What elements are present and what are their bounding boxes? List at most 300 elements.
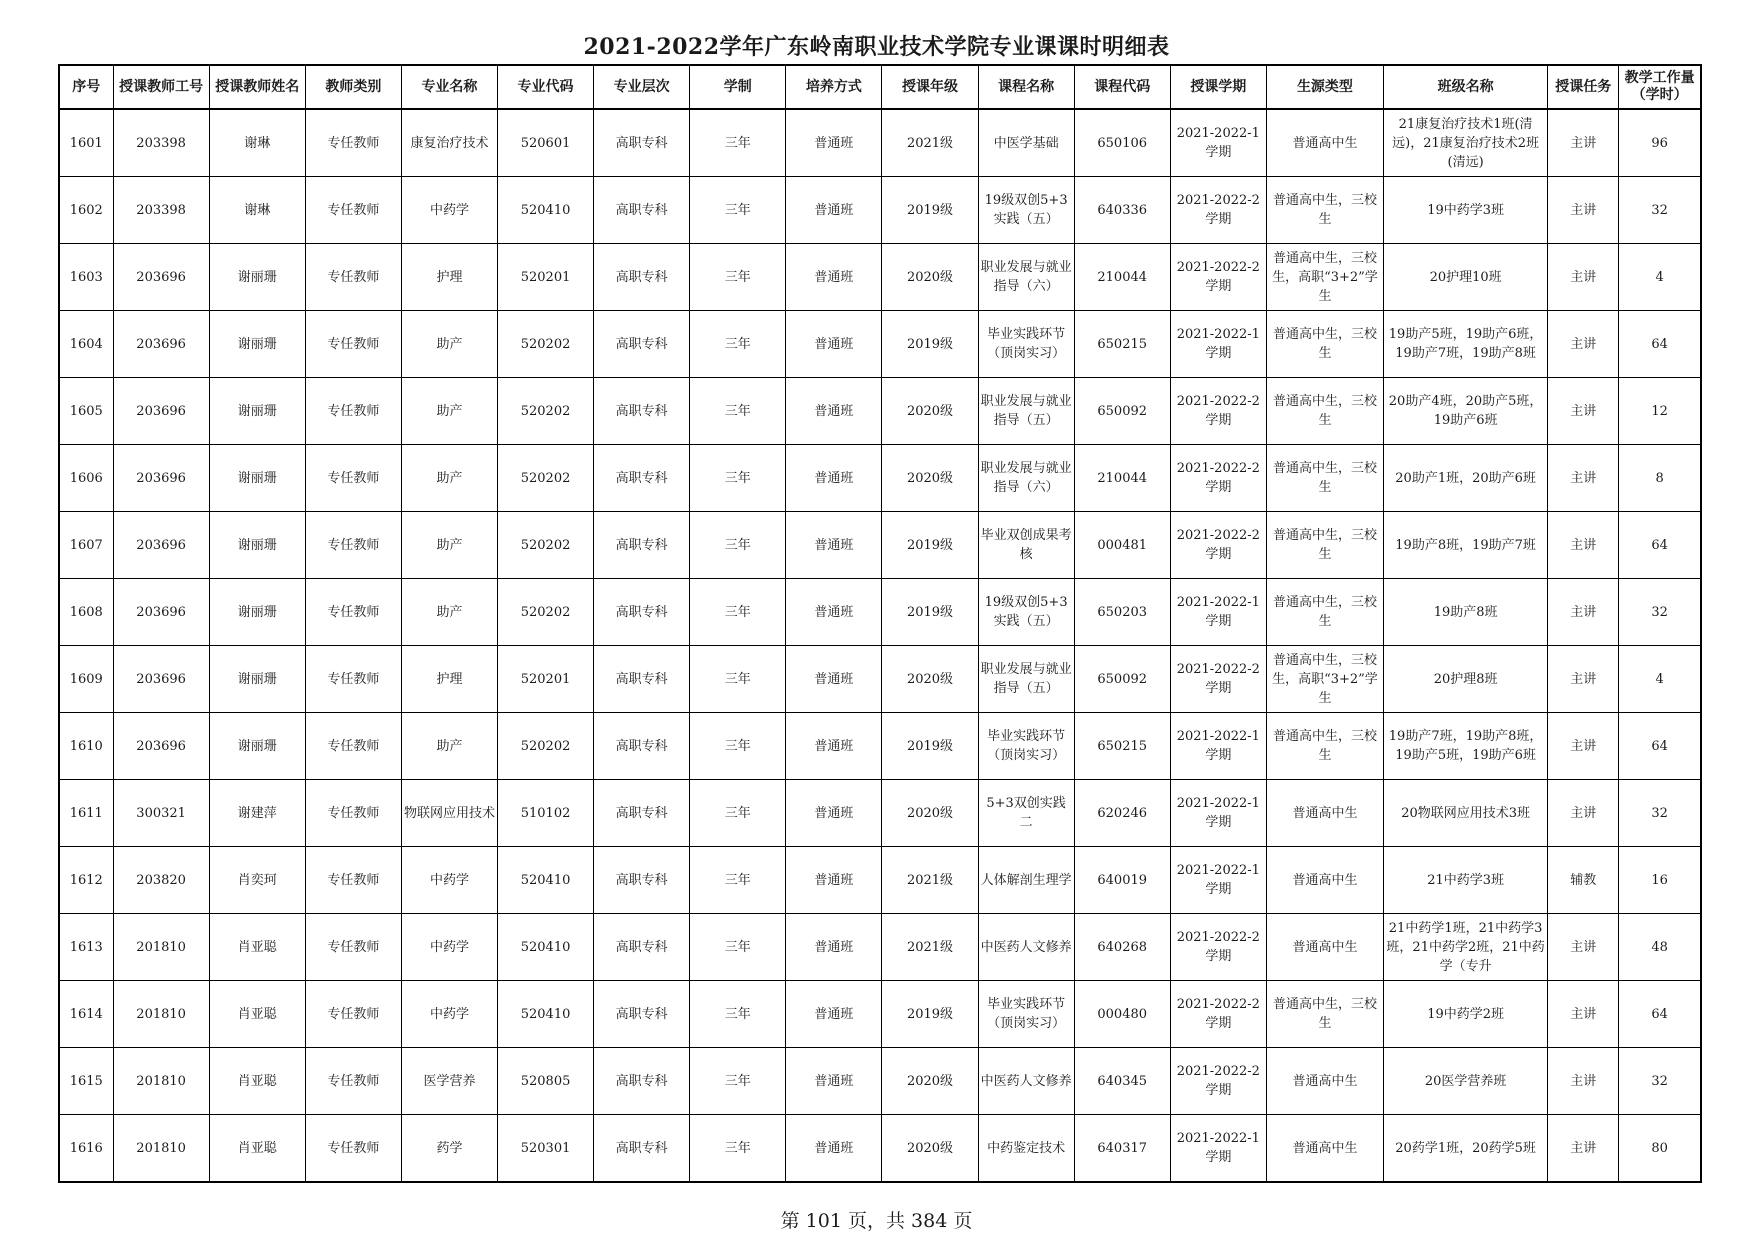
table-cell (690, 780, 786, 847)
cell-text: 520202 (520, 738, 571, 754)
cell-text: 2019级 (906, 738, 954, 754)
cell-text: 2019级 (906, 336, 954, 352)
cell-text: 职业发展与就业指导（六） (980, 260, 1072, 294)
table-cell (305, 646, 401, 713)
cell-text: 普通班 (814, 537, 854, 553)
table-cell (1384, 579, 1548, 646)
table-cell (1619, 981, 1701, 1048)
cell-text: 32 (1651, 604, 1668, 620)
cell-text: 20药学1班，20药学5班 (1395, 1140, 1536, 1156)
cell-text: 64 (1651, 738, 1668, 754)
table-cell (1266, 445, 1383, 512)
table-cell (1266, 579, 1383, 646)
table-cell (1170, 311, 1266, 378)
cell-text: 普通班 (814, 872, 854, 888)
cell-text: 19级双创5+3实践（五） (984, 595, 1068, 629)
cell-text: 高职专科 (615, 939, 668, 955)
cell-text: 520410 (520, 202, 571, 218)
page-footer: 第 101 页，共 384 页 (780, 1210, 973, 1232)
table-cell (1384, 109, 1548, 177)
cell-text: 高职专科 (615, 604, 668, 620)
table-cell (113, 445, 209, 512)
table-row (59, 1048, 1701, 1115)
cell-text: 普通班 (814, 671, 854, 687)
column-header: 生源类型 (1266, 65, 1383, 109)
cell-text: 谢丽珊 (237, 470, 277, 486)
table-cell (59, 177, 113, 244)
cell-text: 主讲 (1570, 671, 1597, 687)
table-cell (1548, 646, 1619, 713)
table-cell (978, 579, 1074, 646)
table-cell (786, 244, 882, 311)
cell-text: 护理 (436, 671, 463, 687)
table-cell (594, 981, 690, 1048)
cell-text: 64 (1651, 537, 1668, 553)
cell-text: 毕业实践环节（顶岗实习） (987, 997, 1066, 1031)
cell-text: 4 (1655, 269, 1664, 285)
table-cell (59, 311, 113, 378)
table-cell (1074, 646, 1170, 713)
table-cell (1384, 1048, 1548, 1115)
table-cell (978, 109, 1074, 177)
table-cell (594, 311, 690, 378)
cell-text: 1616 (69, 1140, 103, 1156)
cell-text: 谢建萍 (237, 805, 277, 821)
cell-text: 2021-2022-2学期 (1176, 394, 1260, 428)
table-cell (882, 311, 978, 378)
cell-text: 助产 (436, 604, 463, 620)
cell-text: 2021-2022-1学期 (1176, 1131, 1260, 1165)
table-cell (209, 378, 305, 445)
table-cell (594, 378, 690, 445)
table-cell (1170, 1048, 1266, 1115)
cell-text: 高职专科 (615, 537, 668, 553)
cell-text: 谢丽珊 (237, 537, 277, 553)
table-cell (113, 1115, 209, 1183)
cell-text: 普通班 (814, 336, 854, 352)
column-header: 专业名称 (401, 65, 497, 109)
table-cell (1548, 579, 1619, 646)
cell-text: 000481 (1097, 537, 1148, 553)
table-cell (59, 1115, 113, 1183)
cell-text: 20护理8班 (1433, 671, 1498, 687)
cell-text: 520201 (520, 671, 571, 687)
cell-text: 专任教师 (327, 537, 380, 553)
cell-text: 2020级 (906, 470, 954, 486)
cell-text: 三年 (724, 336, 751, 352)
table-cell (59, 109, 113, 177)
cell-text: 2021-2022-1学期 (1176, 863, 1260, 897)
cell-text: 2021-2022-2学期 (1176, 1064, 1260, 1098)
table-cell (978, 244, 1074, 311)
table-cell (498, 177, 594, 244)
table-cell (786, 579, 882, 646)
cell-text: 520410 (520, 1006, 571, 1022)
table-cell (1384, 713, 1548, 780)
cell-text: 专任教师 (327, 269, 380, 285)
table-cell (59, 847, 113, 914)
table-cell (209, 311, 305, 378)
table-cell (498, 847, 594, 914)
cell-text: 5+3双创实践二 (986, 796, 1066, 830)
cell-text: 中医学基础 (993, 135, 1059, 151)
table-row (59, 244, 1701, 311)
cell-text: 1615 (69, 1073, 103, 1089)
cell-text: 2019级 (906, 1006, 954, 1022)
cell-text: 中药学 (429, 202, 469, 218)
table-cell (1266, 914, 1383, 981)
table-cell (1619, 445, 1701, 512)
table-cell (498, 512, 594, 579)
column-header: 授课教师姓名 (209, 65, 305, 109)
cell-text: 职业发展与就业指导（五） (980, 394, 1072, 428)
cell-text: 2020级 (906, 671, 954, 687)
table-cell (498, 244, 594, 311)
cell-text: 640345 (1097, 1073, 1148, 1089)
cell-text: 2021-2022-2学期 (1176, 662, 1260, 696)
table-cell (594, 445, 690, 512)
table-cell (978, 847, 1074, 914)
table-cell (113, 378, 209, 445)
table-row (59, 646, 1701, 713)
cell-text: 三年 (724, 604, 751, 620)
cell-text: 64 (1651, 336, 1668, 352)
cell-text: 1610 (69, 738, 103, 754)
table-cell (59, 914, 113, 981)
table-cell (59, 1048, 113, 1115)
table-cell (305, 244, 401, 311)
column-header: 授课任务 (1548, 65, 1619, 109)
cell-text: 谢丽珊 (237, 336, 277, 352)
cell-text: 中医药人文修养 (980, 939, 1072, 955)
table-cell (1384, 914, 1548, 981)
table-cell (882, 914, 978, 981)
table-cell (305, 512, 401, 579)
cell-text: 专任教师 (327, 1140, 380, 1156)
table-row (59, 378, 1701, 445)
table-row (59, 512, 1701, 579)
table-cell (1170, 445, 1266, 512)
cell-text: 普通班 (814, 403, 854, 419)
cell-text: 专任教师 (327, 738, 380, 754)
cell-text: 专任教师 (327, 202, 380, 218)
table-cell (1619, 378, 1701, 445)
column-header: 培养方式 (786, 65, 882, 109)
table-cell (113, 847, 209, 914)
cell-text: 203696 (136, 738, 186, 754)
table-cell (209, 512, 305, 579)
cell-text: 护理 (436, 269, 463, 285)
table-cell (401, 780, 497, 847)
table-row (59, 579, 1701, 646)
cell-text: 1611 (69, 805, 103, 821)
column-header: 教学工作量（学时） (1619, 65, 1701, 109)
table-cell (401, 445, 497, 512)
cell-text: 300321 (136, 805, 186, 821)
table-cell (690, 847, 786, 914)
cell-text: 510102 (520, 805, 571, 821)
table-cell (978, 445, 1074, 512)
table-cell (305, 847, 401, 914)
cell-text: 主讲 (1570, 1006, 1597, 1022)
table-cell (401, 847, 497, 914)
table-cell (113, 780, 209, 847)
cell-text: 谢丽珊 (237, 604, 277, 620)
table-cell (1170, 1115, 1266, 1183)
cell-text: 专任教师 (327, 872, 380, 888)
cell-text: 19助产7班，19助产8班，19助产5班，19助产6班 (1388, 729, 1543, 763)
cell-text: 2019级 (906, 604, 954, 620)
cell-text: 普通班 (814, 135, 854, 151)
cell-text: 8 (1655, 470, 1664, 486)
cell-text: 2020级 (906, 1140, 954, 1156)
cell-text: 普通高中生，三校生 (1272, 461, 1377, 495)
table-cell (786, 847, 882, 914)
cell-text: 20医学营养班 (1424, 1073, 1507, 1089)
cell-text: 助产 (436, 470, 463, 486)
cell-text: 专任教师 (327, 336, 380, 352)
table-cell (305, 981, 401, 1048)
table-cell (1266, 981, 1383, 1048)
table-cell (1170, 177, 1266, 244)
table-cell (690, 646, 786, 713)
cell-text: 普通高中生，三校生 (1272, 193, 1377, 227)
table-cell (1548, 847, 1619, 914)
course-hours-table (58, 64, 1702, 1183)
cell-text: 2020级 (906, 269, 954, 285)
cell-text: 人体解剖生理学 (980, 872, 1072, 888)
table-cell (1384, 847, 1548, 914)
cell-text: 32 (1651, 202, 1668, 218)
cell-text: 中药学 (429, 872, 469, 888)
table-cell (882, 1048, 978, 1115)
cell-text: 520202 (520, 604, 571, 620)
table-cell (59, 780, 113, 847)
table-cell (113, 981, 209, 1048)
table-cell (498, 713, 594, 780)
cell-text: 48 (1651, 939, 1668, 955)
table-cell (1074, 981, 1170, 1048)
cell-text: 80 (1651, 1140, 1668, 1156)
table-cell (401, 1115, 497, 1183)
table-cell (786, 445, 882, 512)
table-cell (1619, 512, 1701, 579)
cell-text: 中药学 (429, 1006, 469, 1022)
cell-text: 520410 (520, 939, 571, 955)
cell-text: 三年 (724, 872, 751, 888)
table-cell (209, 244, 305, 311)
cell-text: 主讲 (1570, 1073, 1597, 1089)
table-cell (59, 981, 113, 1048)
table-cell (305, 109, 401, 177)
cell-text: 640336 (1097, 202, 1148, 218)
table-cell (882, 109, 978, 177)
cell-text: 普通班 (814, 738, 854, 754)
table-cell (786, 981, 882, 1048)
table-cell (209, 646, 305, 713)
table-cell (1548, 981, 1619, 1048)
cell-text: 普通高中生 (1292, 872, 1358, 888)
table-row (59, 981, 1701, 1048)
cell-text: 2019级 (906, 537, 954, 553)
table-cell (1266, 713, 1383, 780)
table-cell (1619, 1115, 1701, 1183)
cell-text: 普通班 (814, 1073, 854, 1089)
cell-text: 20护理10班 (1429, 269, 1502, 285)
table-cell (1619, 713, 1701, 780)
table-cell (1074, 378, 1170, 445)
table-cell (1074, 1048, 1170, 1115)
table-cell (1074, 914, 1170, 981)
table-cell (1619, 177, 1701, 244)
table-row (59, 847, 1701, 914)
table-cell (1619, 1048, 1701, 1115)
cell-text: 专任教师 (327, 805, 380, 821)
cell-text: 专任教师 (327, 135, 380, 151)
cell-text: 三年 (724, 1140, 751, 1156)
table-cell (690, 579, 786, 646)
table-cell (1548, 914, 1619, 981)
table-row (59, 1115, 1701, 1183)
table-cell (690, 378, 786, 445)
table-cell (1619, 579, 1701, 646)
cell-text: 1609 (69, 671, 103, 687)
cell-text: 三年 (724, 738, 751, 754)
column-header: 课程代码 (1074, 65, 1170, 109)
table-cell (1266, 109, 1383, 177)
cell-text: 1612 (69, 872, 103, 888)
table-cell (1266, 244, 1383, 311)
cell-text: 620246 (1097, 805, 1148, 821)
table-cell (1384, 780, 1548, 847)
table-cell (498, 311, 594, 378)
table-cell (690, 1048, 786, 1115)
table-cell (498, 780, 594, 847)
table-cell (498, 1115, 594, 1183)
cell-text: 三年 (724, 470, 751, 486)
cell-text: 普通高中生，三校生，高职“3+2”学生 (1272, 250, 1378, 304)
cell-text: 4 (1655, 671, 1664, 687)
table-cell (786, 177, 882, 244)
cell-text: 主讲 (1570, 738, 1597, 754)
cell-text: 520201 (520, 269, 571, 285)
cell-text: 普通高中生 (1292, 1073, 1358, 1089)
cell-text: 专任教师 (327, 671, 380, 687)
table-row (59, 177, 1701, 244)
cell-text: 19助产8班，19助产7班 (1395, 537, 1536, 553)
cell-text: 520202 (520, 403, 571, 419)
cell-text: 16 (1651, 872, 1668, 888)
table-cell (594, 244, 690, 311)
table-cell (882, 445, 978, 512)
table-row (59, 780, 1701, 847)
cell-text: 普通高中生，三校生 (1272, 528, 1377, 562)
table-cell (594, 1115, 690, 1183)
table-cell (401, 646, 497, 713)
cell-text: 专任教师 (327, 470, 380, 486)
table-cell (1170, 109, 1266, 177)
table-row (59, 109, 1701, 177)
cell-text: 主讲 (1570, 939, 1597, 955)
cell-text: 三年 (724, 805, 751, 821)
cell-text: 高职专科 (615, 671, 668, 687)
table-cell (1170, 780, 1266, 847)
table-cell (690, 512, 786, 579)
cell-text: 2021-2022-1学期 (1176, 126, 1260, 160)
table-cell (594, 579, 690, 646)
cell-text: 普通班 (814, 470, 854, 486)
table-cell (1170, 579, 1266, 646)
table-cell (1170, 378, 1266, 445)
table-row (59, 914, 1701, 981)
table-cell (1548, 109, 1619, 177)
table-cell (1266, 512, 1383, 579)
cell-text: 2021级 (906, 872, 954, 888)
table-cell (786, 109, 882, 177)
cell-text: 32 (1651, 1073, 1668, 1089)
cell-text: 2021-2022-1学期 (1176, 327, 1260, 361)
cell-text: 203696 (136, 604, 186, 620)
column-header: 课程名称 (978, 65, 1074, 109)
table-cell (1548, 445, 1619, 512)
table-cell (209, 445, 305, 512)
cell-text: 520202 (520, 336, 571, 352)
cell-text: 普通高中生，三校生 (1272, 327, 1377, 361)
cell-text: 650203 (1097, 604, 1148, 620)
table-cell (978, 981, 1074, 1048)
cell-text: 2020级 (906, 1073, 954, 1089)
table-cell (1074, 579, 1170, 646)
cell-text: 高职专科 (615, 738, 668, 754)
cell-text: 203696 (136, 470, 186, 486)
table-cell (786, 378, 882, 445)
cell-text: 19中药学3班 (1427, 202, 1505, 218)
cell-text: 210044 (1097, 470, 1148, 486)
table-cell (305, 914, 401, 981)
cell-text: 专任教师 (327, 604, 380, 620)
cell-text: 高职专科 (615, 1073, 668, 1089)
table-cell (1384, 311, 1548, 378)
cell-text: 21中药学3班 (1427, 872, 1505, 888)
cell-text: 主讲 (1570, 1140, 1597, 1156)
column-header: 授课学期 (1170, 65, 1266, 109)
table-cell (305, 713, 401, 780)
cell-text: 1614 (69, 1006, 103, 1022)
cell-text: 三年 (724, 202, 751, 218)
cell-text: 640268 (1097, 939, 1148, 955)
cell-text: 助产 (436, 403, 463, 419)
table-cell (59, 512, 113, 579)
table-cell (59, 579, 113, 646)
table-cell (594, 512, 690, 579)
table-cell (209, 109, 305, 177)
cell-text: 2021-2022-2学期 (1176, 193, 1260, 227)
cell-text: 专任教师 (327, 1073, 380, 1089)
cell-text: 高职专科 (615, 135, 668, 151)
table-cell (1074, 445, 1170, 512)
table-cell (1619, 109, 1701, 177)
table-cell (1548, 512, 1619, 579)
table-cell (1619, 244, 1701, 311)
table-cell (209, 713, 305, 780)
table-cell (882, 244, 978, 311)
table-cell (498, 914, 594, 981)
table-cell (1384, 1115, 1548, 1183)
cell-text: 19中药学2班 (1427, 1006, 1505, 1022)
table-cell (1619, 780, 1701, 847)
cell-text: 20物联网应用技术3班 (1401, 805, 1531, 821)
table-cell (401, 311, 497, 378)
